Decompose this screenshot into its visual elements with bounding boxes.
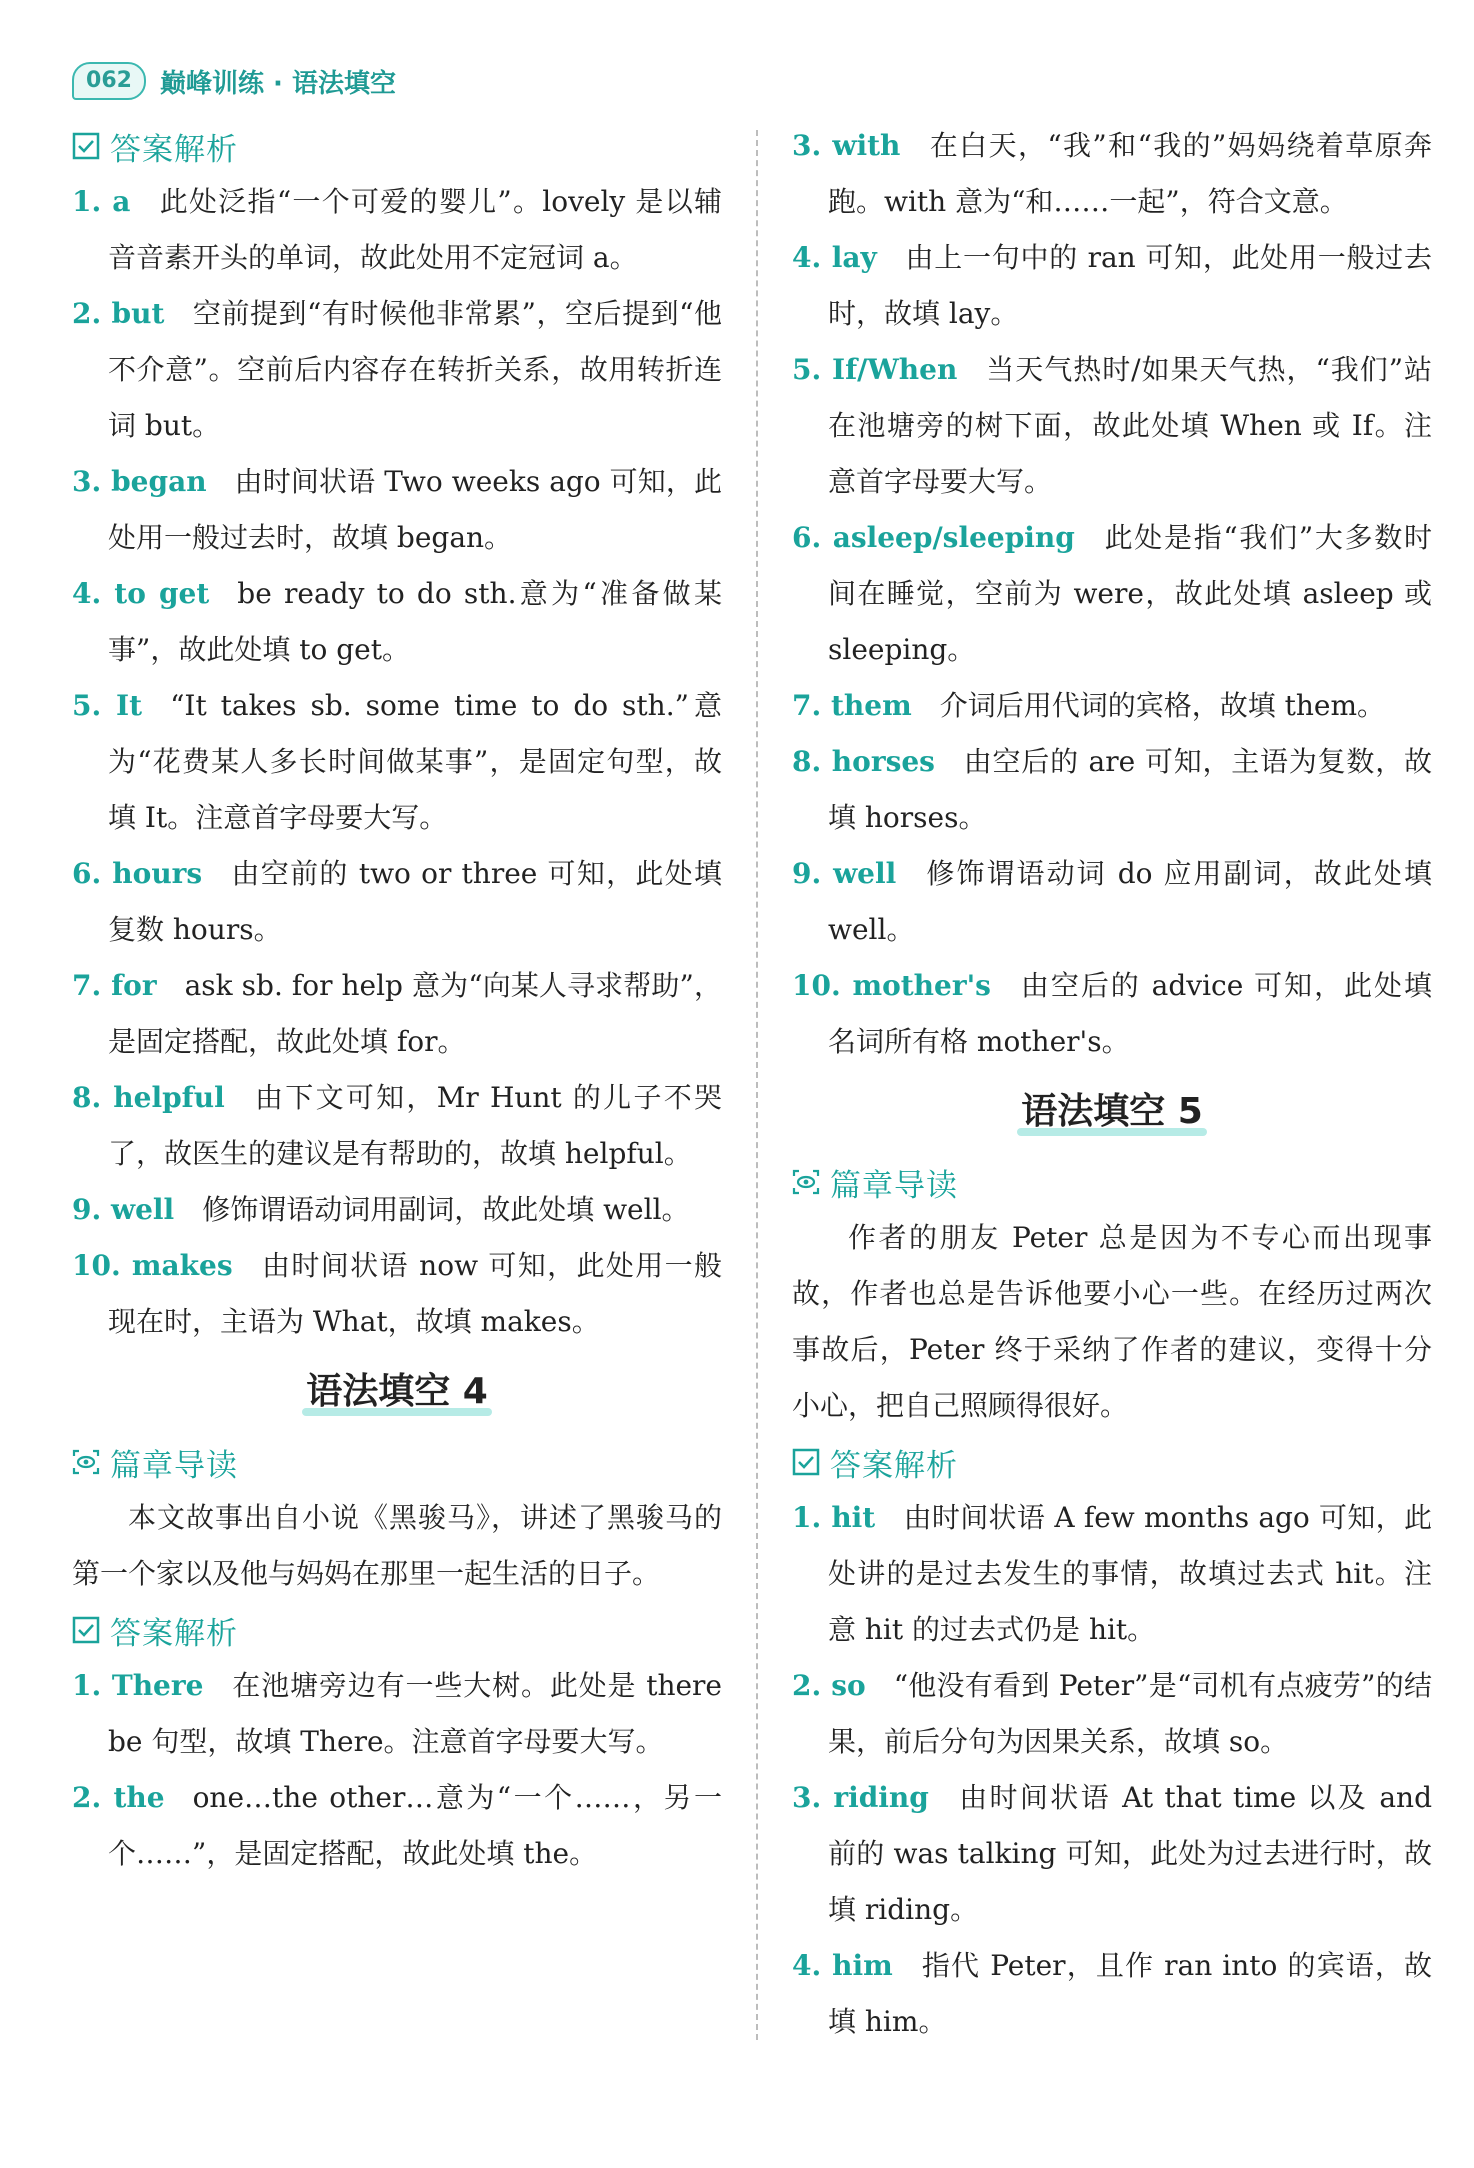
answer-list [72,1658,722,1882]
answer-item: 2. the one…the other…意为“一个……，另一个……”，是固定搭配，故此处填 the。 [72,1781,722,1870]
answer-item: 4. lay 由上一句中的 ran 可知，此处用一般过去时，故填 lay。 [792,241,1433,330]
answer-item: 2. so “他没有看到 Peter”是“司机有点疲劳”的结果，前后分句为因果关系，故填 so。 [792,1669,1432,1758]
answer-item: 7. them 介词后用代词的宾格，故填 them。 [792,689,1386,722]
eye-icon [72,1448,100,1476]
guide-section-heading [792,1154,1432,1210]
answer-item: 1. There 在池塘旁边有一些大树。此处是 there be 句型，故填 There。注意首字母要大写。 [72,1669,723,1758]
answer-heading-label: 答案解析 [830,1447,958,1484]
answer-item: 7. for ask sb. for help 意为“向某人寻求帮助”，是固定搭配，故此处填 for。 [72,969,722,1058]
answer-list [792,1490,1432,2050]
answer-item: 3. riding 由时间状语 At that time 以及 and 前的 was talking 可知，此处为过去进行时，故填 riding。 [792,1781,1432,1926]
passage-title: 语法填空 5 [792,1070,1432,1154]
answer-item: 6. hours 由空前的 two or three 可知，此处填复数 hours。 [72,857,723,946]
guide-heading-label: 篇章导读 [830,1167,958,1204]
answer-item: 9. well 修饰谓语动词用副词，故此处填 well。 [72,1193,690,1226]
guide-section-heading [72,1434,722,1490]
answer-item: 3. with 在白天，“我”和“我的”妈妈绕着草原奔跑。with 意为“和……一起”，符合文意。 [792,129,1432,218]
eye-icon [792,1168,820,1196]
answer-item: 10. mother's 由空后的 advice 可知，此处填名词所有格 mother's。 [792,969,1432,1058]
answer-item: 6. asleep/sleeping 此处是指“我们”大多数时间在睡觉，空前为 were，故此处填 asleep 或 sleeping。 [792,521,1432,666]
answer-item: 9. well 修饰谓语动词 do 应用副词，故此处填 well。 [792,857,1433,946]
answer-section-heading [72,118,722,174]
answer-item: 4. to get be ready to do sth.意为“准备做某事”，故此处填 to get。 [72,577,722,666]
answer-section-heading [792,1434,1432,1490]
checkbox-icon [792,1448,820,1476]
answer-list [792,118,1432,1070]
answer-item: 3. began 由时间状语 Two weeks ago 可知，此处用一般过去时，故填 began。 [72,465,722,554]
guide-paragraph: 作者的朋友 Peter 总是因为不专心而出现事故，作者也总是告诉他要小心一些。在经历过两次事故后，Peter 终于采纳了作者的建议，变得十分小心，把自己照顾得很好。 [792,1221,1432,1422]
answer-heading-label: 答案解析 [110,131,238,168]
answer-section-heading [72,1602,722,1658]
column-divider [756,130,758,2040]
answer-heading-label: 答案解析 [110,1615,238,1652]
passage-title: 语法填空 4 [72,1350,722,1434]
answer-list [72,174,722,1350]
guide-heading-label: 篇章导读 [110,1447,238,1484]
answer-item: 10. makes 由时间状语 now 可知，此处用一般现在时，主语为 What，故填 makes。 [72,1249,722,1338]
guide-paragraph: 本文故事出自小说《黑骏马》，讲述了黑骏马的第一个家以及他与妈妈在那里一起生活的日子。 [72,1501,722,1590]
answer-item: 5. If/When 当天气热时/如果天气热，“我们”站在池塘旁的树下面，故此处填 When 或 If。注意首字母要大写。 [792,353,1432,498]
header-title: 巅峰训练 · 语法填空 [160,68,396,99]
checkbox-icon [72,1616,100,1644]
page-number: 062 [72,62,146,100]
checkbox-icon [72,132,100,160]
page-header [72,56,396,106]
answer-item: 4. him 指代 Peter，且作 ran into 的宾语，故填 him。 [792,1949,1433,2038]
right-column [792,118,1432,2050]
answer-item: 1. a 此处泛指“一个可爱的婴儿”。lovely 是以辅音音素开头的单词，故此处用不定冠词 a。 [72,185,722,274]
answer-item: 8. horses 由空后的 are 可知，主语为复数，故填 horses。 [792,745,1433,834]
answer-item: 1. hit 由时间状语 A few months ago 可知，此处讲的是过去发生的事情，故填过去式 hit。注意 hit 的过去式仍是 hit。 [792,1501,1432,1646]
answer-item: 5. It “It takes sb. some time to do sth.”意为“花费某人多长时间做某事”，是固定句型，故填 It。注意首字母要大写。 [72,689,722,834]
answer-item: 8. helpful 由下文可知，Mr Hunt 的儿子不哭了，故医生的建议是有帮助的，故填 helpful。 [72,1081,723,1170]
left-column [72,118,722,1882]
answer-item: 2. but 空前提到“有时候他非常累”，空后提到“他不介意”。空前后内容存在转折关系，故用转折连词 but。 [72,297,722,442]
